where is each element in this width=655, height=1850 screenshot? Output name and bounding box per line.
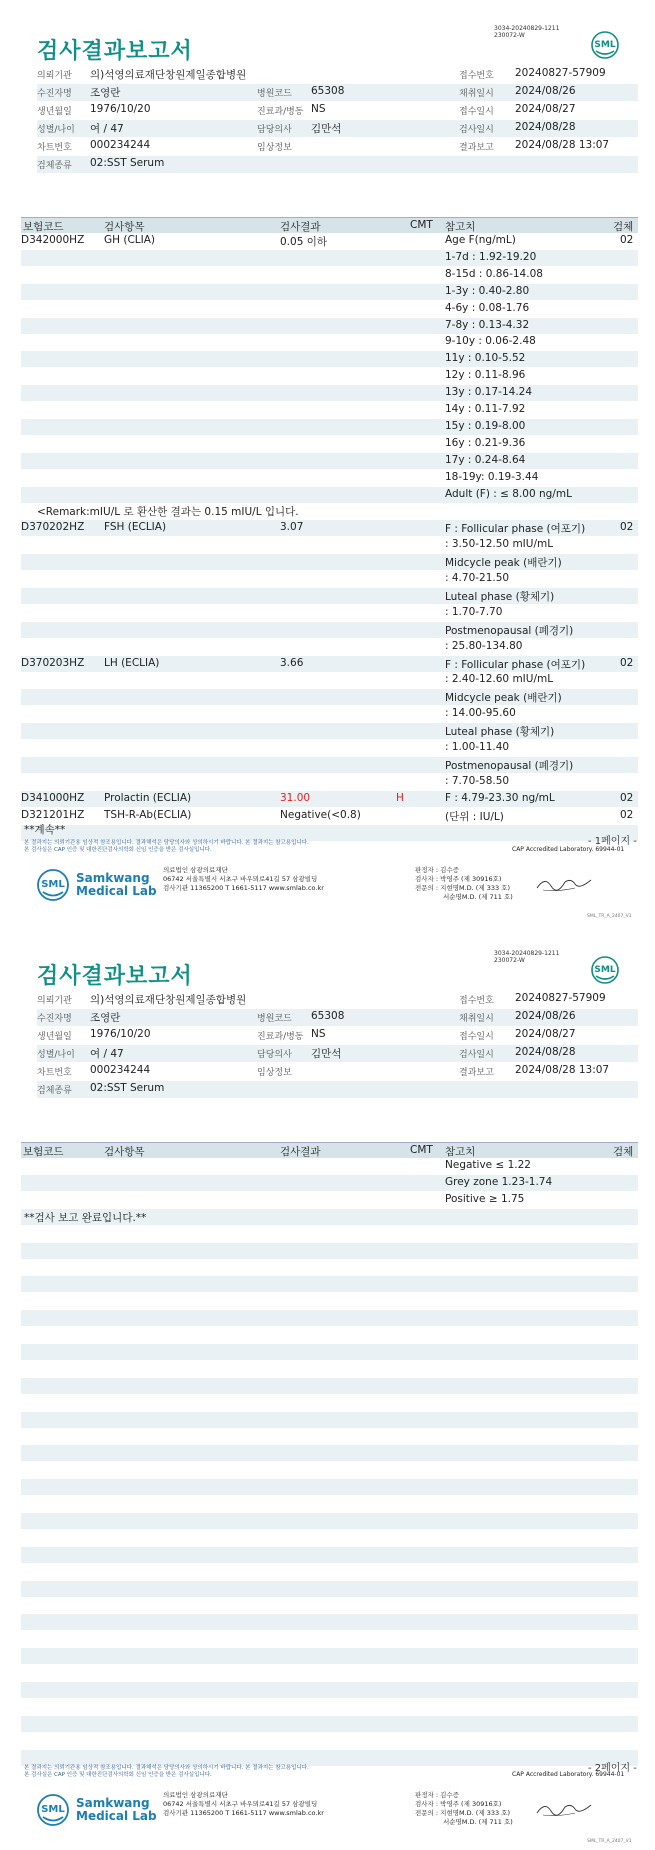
tested-label: 검사일시 [459, 125, 494, 135]
signatories [415, 866, 513, 902]
reference-range: Midcycle peak (배란기) [445, 692, 562, 705]
document-id [494, 25, 559, 39]
samkwang-logo-text: SML [41, 1804, 65, 1815]
row-stripe [21, 1293, 638, 1309]
col-code-header: 보험코드 [23, 221, 64, 233]
row-stripe [21, 1259, 638, 1275]
col-item-header: 검사항목 [104, 1146, 145, 1158]
row-stripe [21, 1445, 638, 1461]
hospcode-label: 병원코드 [257, 1014, 292, 1024]
row-stripe [21, 453, 638, 469]
received-label: 접수일시 [459, 1032, 494, 1042]
row-stripe [21, 1530, 638, 1546]
row-stripe [21, 1412, 638, 1428]
report-title: 검사결과보고서 [37, 39, 193, 64]
row-stripe [21, 706, 638, 722]
sml-logo-icon [590, 955, 620, 985]
row-stripe [21, 368, 638, 384]
results-table-header [21, 217, 638, 233]
report-complete-marker: **검사 보고 완료입니다.** [24, 1211, 147, 1224]
reported-value: 2024/08/28 13:07 [515, 1064, 610, 1076]
row-stripe [21, 1378, 638, 1394]
continue-marker: **계속** [24, 823, 66, 836]
reported-value: 2024/08/28 13:07 [515, 139, 610, 151]
signatory-specialist-2: 서순명M.D. (제 711 호) [443, 1818, 513, 1826]
row-stripe [21, 1716, 638, 1732]
sexage-label: 성별/나이 [37, 125, 75, 135]
col-result-header: 검사결과 [280, 1146, 321, 1158]
reference-range: 16y : 0.21-9.36 [445, 436, 526, 449]
birth-label: 생년월일 [37, 1032, 72, 1042]
abnormal-flag: H [396, 791, 404, 804]
reference-range: 1-7d : 1.92-19.20 [445, 250, 537, 263]
reference-range: 9-10y : 0.06-2.48 [445, 335, 536, 348]
row-stripe [21, 605, 638, 621]
test-code: D370202HZ [21, 521, 85, 534]
reference-range: 11y : 0.10-5.52 [445, 352, 526, 365]
doctor-value: 김만석 [311, 1048, 342, 1060]
lab-name-line2: Medical Lab [76, 1809, 157, 1823]
row-stripe [21, 1513, 638, 1529]
name-label: 수진자명 [37, 89, 72, 99]
reference-range: 7-8y : 0.13-4.32 [445, 318, 530, 331]
row-stripe [21, 1648, 638, 1664]
specimen-label: 검체종류 [37, 1086, 72, 1096]
col-cmt-header: CMT [410, 1144, 433, 1156]
row-stripe [21, 402, 638, 418]
collect-label: 채취일시 [459, 1014, 494, 1024]
test-item: GH (CLIA) [104, 234, 156, 246]
reference-range: : 1.70-7.70 [445, 605, 503, 618]
col-ref-header: 참고치 [445, 1146, 476, 1158]
sexage-label: 성별/나이 [37, 1050, 75, 1060]
dept-label: 진료과/병동 [257, 107, 304, 117]
patient-info [37, 991, 638, 1103]
samkwang-logo-icon [36, 868, 70, 902]
collect-value: 2024/08/26 [515, 1010, 576, 1022]
lab-address-line2: 06742 서울특별시 서초구 바우뫼로41길 57 삼광빌딩 [163, 875, 318, 883]
hospital-value: 의)석영의료재단창원제일종합병원 [90, 994, 247, 1006]
row-stripe [21, 1682, 638, 1698]
footer-notice-2: 본 검사실은 CAP 인증 및 대한진단검사의학회 신임 인증을 받은 검사실입니다. [24, 847, 212, 853]
reference-range: Luteal phase (황체기) [445, 590, 555, 603]
row-stripe [21, 740, 638, 756]
specimen-value: 02:SST Serum [90, 1082, 165, 1094]
document-id [494, 950, 559, 964]
row-stripe [21, 1395, 638, 1411]
name-value: 조영란 [90, 1012, 121, 1024]
test-result: 3.07 [280, 521, 304, 534]
specimen-code: 02 [620, 791, 634, 804]
received-value: 2024/08/27 [515, 103, 576, 115]
page-number: - 1페이지 - [588, 836, 637, 847]
hospcode-value: 65308 [311, 85, 345, 97]
reported-label: 결과보고 [459, 1068, 494, 1078]
row-stripe [21, 470, 638, 486]
reference-range: 18-19y: 0.19-3.44 [445, 470, 539, 483]
row-stripe [21, 1327, 638, 1343]
footer-notice-1: 본 결과지는 의뢰기관용 임상적 참조용입니다. 결과해석은 담당의사와 상의하시기 바랍니다. 본 결과지는 참고용입니다. [24, 840, 309, 846]
receipt-value: 20240827-57909 [515, 992, 606, 1004]
col-item-header: 검사항목 [104, 221, 145, 233]
sexage-value: 여 / 47 [90, 123, 124, 135]
row-stripe [21, 250, 638, 266]
row-stripe [21, 1276, 638, 1292]
specimen-code: 02 [620, 656, 634, 669]
reference-range: 13y : 0.17-14.24 [445, 386, 533, 399]
col-cmt-header: CMT [410, 219, 433, 231]
sml-logo-text: SML [594, 40, 616, 50]
row-stripe [21, 1479, 638, 1495]
signatories [415, 1791, 513, 1827]
reference-range: Postmenopausal (폐경기) [445, 759, 574, 772]
chart-value: 000234244 [90, 139, 151, 151]
reference-range: (단위 : IU/L) [445, 810, 504, 823]
received-label: 접수일시 [459, 107, 494, 117]
reference-range: : 2.40-12.60 mIU/mL [445, 673, 554, 686]
signatory-tester: 검사자 : 박영주 (제 30916호) [415, 1800, 502, 1808]
row-stripe [21, 301, 638, 317]
lab-name-line2: Medical Lab [76, 884, 157, 898]
row-stripe [21, 1243, 638, 1259]
row-stripe [21, 318, 638, 334]
sexage-value: 여 / 47 [90, 1048, 124, 1060]
patient-info [37, 66, 638, 178]
reference-range: 17y : 0.24-8.64 [445, 453, 526, 466]
reported-label: 결과보고 [459, 143, 494, 153]
test-item: FSH (ECLIA) [104, 521, 167, 534]
lab-name [76, 872, 157, 898]
test-item: TSH-R-Ab(ECLIA) [104, 808, 192, 821]
lab-name [76, 1797, 157, 1823]
row-stripe [21, 1547, 638, 1563]
tested-value: 2024/08/28 [515, 121, 576, 133]
document-id-line1: 3034-20240829-1211 [494, 25, 560, 32]
reference-range: Midcycle peak (배란기) [445, 557, 562, 570]
reference-range: Age F(ng/mL) [445, 234, 516, 246]
signatory-judge: 판정자 : 김수증 [415, 1791, 459, 1799]
hospital-label: 의뢰기관 [37, 996, 72, 1006]
reference-range: Adult (F) : ≤ 8.00 ng/mL [445, 487, 572, 500]
row-stripe [21, 1310, 638, 1326]
signatory-judge: 판정자 : 김수증 [415, 866, 459, 874]
row-stripe [21, 1564, 638, 1580]
reference-range: 14y : 0.11-7.92 [445, 403, 526, 415]
reference-range: 15y : 0.19-8.00 [445, 419, 526, 432]
lab-address-line3: 검사기관 11365200 T 1661-5117 www.smlab.co.kr [163, 1809, 324, 1817]
col-result-header: 검사결과 [280, 221, 321, 233]
reference-range: Postmenopausal (폐경기) [445, 624, 574, 637]
row-stripe [21, 1699, 638, 1715]
signatory-tester: 검사자 : 박영주 (제 30916호) [415, 875, 502, 883]
received-value: 2024/08/27 [515, 1028, 576, 1040]
reference-range: 12y : 0.11-8.96 [445, 369, 526, 382]
reference-range: : 7.70-58.50 [445, 774, 510, 787]
lab-address [163, 1791, 324, 1818]
col-spec-header: 검체 [613, 221, 634, 233]
row-stripe [21, 351, 638, 367]
signature-icon [535, 872, 595, 894]
sml-logo-text: SML [594, 965, 616, 975]
test-code: D342000HZ [21, 234, 85, 246]
row-stripe [21, 1597, 638, 1613]
row-stripe [21, 1226, 638, 1242]
report-page-2 [0, 925, 655, 1850]
specimen-value: 02:SST Serum [90, 157, 165, 169]
lab-name-line1: Samkwang [76, 871, 150, 885]
hospcode-label: 병원코드 [257, 89, 292, 99]
row-stripe [21, 1733, 638, 1749]
specimen-code: 02 [620, 521, 634, 534]
reference-range: Negative ≤ 1.22 [445, 1159, 531, 1171]
tested-label: 검사일시 [459, 1050, 494, 1060]
page-number: - 2페이지 - [588, 1763, 637, 1774]
row-stripe [21, 267, 638, 283]
test-item: Prolactin (ECLIA) [104, 791, 192, 804]
row-stripe [21, 1581, 638, 1597]
signatory-specialist-1: 전문의 : 지현명M.D. (제 333 호) [415, 884, 510, 892]
birth-value: 1976/10/20 [90, 103, 151, 115]
reference-range: 1-3y : 0.40-2.80 [445, 284, 530, 297]
signatory-specialist-2: 서순명M.D. (제 711 호) [443, 893, 513, 901]
reference-range: : 25.80-134.80 [445, 639, 523, 652]
dept-label: 진료과/병동 [257, 1032, 304, 1042]
reference-range: : 1.00-11.40 [445, 741, 510, 753]
birth-label: 생년월일 [37, 107, 72, 117]
col-ref-header: 참고치 [445, 221, 476, 233]
row-stripe [21, 774, 638, 790]
footer-notice-2: 본 검사실은 CAP 인증 및 대한진단검사의학회 신임 인증을 받은 검사실입니다. [24, 1772, 212, 1778]
test-code: D370203HZ [21, 656, 85, 669]
reference-range: 4-6y : 0.08-1.76 [445, 301, 530, 314]
document-id-line2: 230072-W [494, 957, 525, 964]
clinic-label: 임상정보 [257, 143, 292, 153]
row-stripe [21, 419, 638, 435]
row-stripe [21, 639, 638, 655]
dept-value: NS [311, 103, 326, 115]
signature-icon [535, 1797, 595, 1819]
lab-address [163, 866, 324, 893]
test-code: D321201HZ [21, 808, 85, 821]
samkwang-logo-text: SML [41, 879, 65, 890]
test-code: D341000HZ [21, 791, 85, 804]
tested-value: 2024/08/28 [515, 1046, 576, 1058]
birth-value: 1976/10/20 [90, 1028, 151, 1040]
clinic-label: 임상정보 [257, 1068, 292, 1078]
reference-range: F : 4.79-23.30 ng/mL [445, 791, 555, 804]
form-id: SML_TR_A_2407_V1 [587, 914, 632, 919]
lab-address-line1: 의료법인 삼광의료재단 [163, 866, 228, 874]
name-label: 수진자명 [37, 1014, 72, 1024]
cap-accreditation: CAP Accredited Laboratory. 69944-01 [512, 1771, 625, 1778]
footer-notice-1: 본 결과지는 의뢰기관용 임상적 참조용입니다. 결과해석은 담당의사와 상의하시기 바랍니다. 본 결과지는 참고용입니다. [24, 1765, 309, 1771]
doctor-label: 담당의사 [257, 125, 292, 135]
row-stripe [21, 436, 638, 452]
test-result: 0.05 이하 [280, 236, 328, 248]
receipt-label: 접수번호 [459, 996, 494, 1006]
specimen-code: 02 [620, 234, 634, 246]
row-stripe [21, 571, 638, 587]
row-stripe [21, 385, 638, 401]
name-value: 조영란 [90, 87, 121, 99]
hospcode-value: 65308 [311, 1010, 345, 1022]
document-id-line2: 230072-W [494, 32, 525, 39]
cap-accreditation: CAP Accredited Laboratory. 69944-01 [512, 846, 625, 853]
reference-range: 8-15d : 0.86-14.08 [445, 267, 543, 280]
signatory-specialist-1: 전문의 : 지현명M.D. (제 333 호) [415, 1809, 510, 1817]
receipt-label: 접수번호 [459, 71, 494, 81]
row-stripe [21, 1665, 638, 1681]
row-stripe [21, 1496, 638, 1512]
test-result: 3.66 [280, 656, 304, 669]
col-code-header: 보험코드 [23, 1146, 64, 1158]
document-id-line1: 3034-20240829-1211 [494, 950, 560, 957]
reference-range: : 3.50-12.50 mIU/mL [445, 538, 554, 551]
chart-label: 차트번호 [37, 143, 72, 153]
dept-value: NS [311, 1028, 326, 1040]
test-result: 31.00 [280, 791, 311, 804]
receipt-value: 20240827-57909 [515, 67, 606, 79]
doctor-label: 담당의사 [257, 1050, 292, 1060]
samkwang-logo-icon [36, 1793, 70, 1827]
collect-value: 2024/08/26 [515, 85, 576, 97]
result-remark: <Remark:mIU/L 로 환산한 결과는 0.15 mIU/L 입니다. [37, 506, 299, 519]
report-title: 검사결과보고서 [37, 964, 193, 989]
sml-logo-icon [590, 30, 620, 60]
collect-label: 채취일시 [459, 89, 494, 99]
row-stripe [21, 1192, 638, 1208]
form-id: SML_TR_A_2407_V1 [587, 1839, 632, 1844]
test-item: LH (ECLIA) [104, 656, 160, 669]
lab-name-line1: Samkwang [76, 1796, 150, 1810]
reference-range: Grey zone 1.23-1.74 [445, 1175, 553, 1188]
row-stripe [21, 1361, 638, 1377]
row-stripe [21, 1631, 638, 1647]
lab-address-line2: 06742 서울특별시 서초구 바우뫼로41길 57 삼광빌딩 [163, 1800, 318, 1808]
row-stripe [21, 1462, 638, 1478]
chart-label: 차트번호 [37, 1068, 72, 1078]
col-spec-header: 검체 [613, 1146, 634, 1158]
reference-range: Positive ≥ 1.75 [445, 1192, 525, 1205]
reference-range: F : Follicular phase (여포기) [445, 658, 586, 671]
test-result: Negative(<0.8) [280, 808, 361, 821]
row-stripe [21, 1428, 638, 1444]
reference-range: F : Follicular phase (여포기) [445, 523, 586, 536]
reference-range: : 4.70-21.50 [445, 572, 510, 584]
row-stripe [21, 284, 638, 300]
hospital-label: 의뢰기관 [37, 71, 72, 81]
hospital-value: 의)석영의료재단창원제일종합병원 [90, 69, 247, 81]
specimen-code: 02 [620, 808, 634, 821]
results-table-header [21, 1142, 638, 1158]
lab-address-line1: 의료법인 삼광의료재단 [163, 1791, 228, 1799]
specimen-label: 검체종류 [37, 161, 72, 171]
row-stripe [21, 1344, 638, 1360]
row-stripe [21, 334, 638, 350]
doctor-value: 김만석 [311, 123, 342, 135]
lab-address-line3: 검사기관 11365200 T 1661-5117 www.smlab.co.kr [163, 884, 324, 892]
reference-range: Luteal phase (황체기) [445, 726, 555, 739]
chart-value: 000234244 [90, 1064, 151, 1076]
row-stripe [21, 1158, 638, 1174]
row-stripe [21, 1614, 638, 1630]
reference-range: : 14.00-95.60 [445, 707, 516, 720]
